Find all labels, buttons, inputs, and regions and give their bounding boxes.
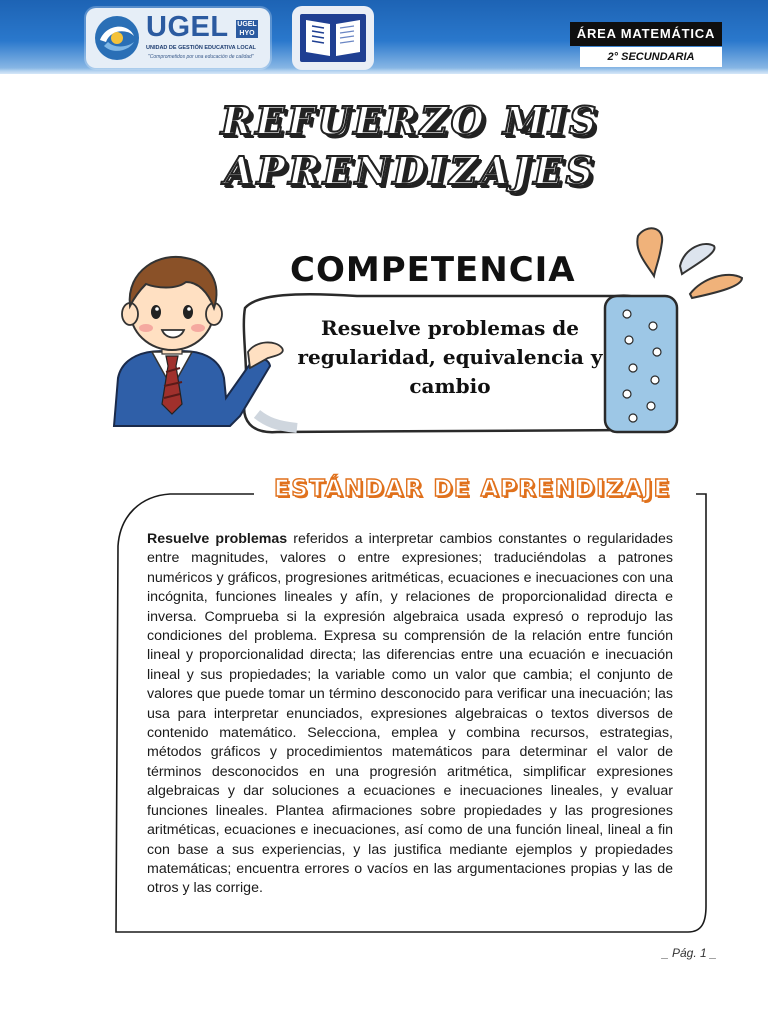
estandar-text: referidos a interpretar cambios constantes o regularidades entre magnitudes, valores o entre expresiones; traduciéndolas a patrones numéricos y gráficos, progresiones aritméticas, ecuaciones e inecuaciones con una incógnita, funciones lineales y afín, y relaciones de proporcionalidad directa e inversa. Comprueba si la expresión algebraica usada expresó o reprodujo las condiciones del problema. Expresa su comprensión de la relación entre función lineal y proporcionalidad directa; las diferencias entre una ecuación e inecuación lineal y sus propiedades; la variable como un valor que cambia; el conjunto de valores que puede tomar un término desconocido para verificar una inecuación; las usa para interpretar enunciados, expresiones algebraicas o textos diversos de contenido matemático. Selecciona, emplea y combina recursos, estrategias, métodos gráficos y procedimientos matemáticos para determinar el valor de términos desconocidos en una progresión aritmética, simplificar expresiones algebraicas y dar soluciones a ecuaciones e inecuaciones lineales, y evaluar funciones lineales. Plantea afirmaciones sobre propiedades y las progresiones aritméticas, ecuaciones e inecuaciones, así como de una función lineal, lineal a fin con base a sus experiencias, y las justifica mediante ejemplos y propiedades matemáticas; encuentra errores o vacíos en las argumentaciones propias y las de otros y las corrige. [147,531,673,897]
ugel-logo [86,8,270,68]
title-line-1: REFUERZO MIS [220,98,600,143]
ugel-subtitle: UNIDAD DE GESTIÓN EDUCATIVA LOCAL [146,45,256,51]
area-label [570,22,722,46]
grade-text: 2° SECUNDARIA [607,51,695,63]
estandar-body [147,530,673,899]
header-banner [0,0,768,74]
area-text: ÁREA MATEMÁTICA [576,26,716,41]
book-shield-icon [292,6,374,70]
grade-label [580,47,722,67]
page-number: _ Pág. 1 _ [662,946,717,960]
ugel-motto: "Comprometidos por una educación de calidad" [148,54,254,60]
boy-character-icon [100,248,290,428]
title-line-2: APRENDIZAJES [224,148,596,193]
estandar-lead: Resuelve problemas [147,531,288,547]
competencia-text: Resuelve problemas de regularidad, equivalencia y cambio [297,316,603,398]
school-logo [292,6,374,70]
competencia-heading: COMPETENCIA [290,250,576,290]
estandar-heading: ESTÁNDAR DE APRENDIZAJE [274,476,671,502]
page-title [150,96,670,196]
ugel-name: UGEL [146,11,229,43]
ugel-badge: UGEL HYO [237,21,257,37]
ugel-swirl-icon [92,14,142,62]
